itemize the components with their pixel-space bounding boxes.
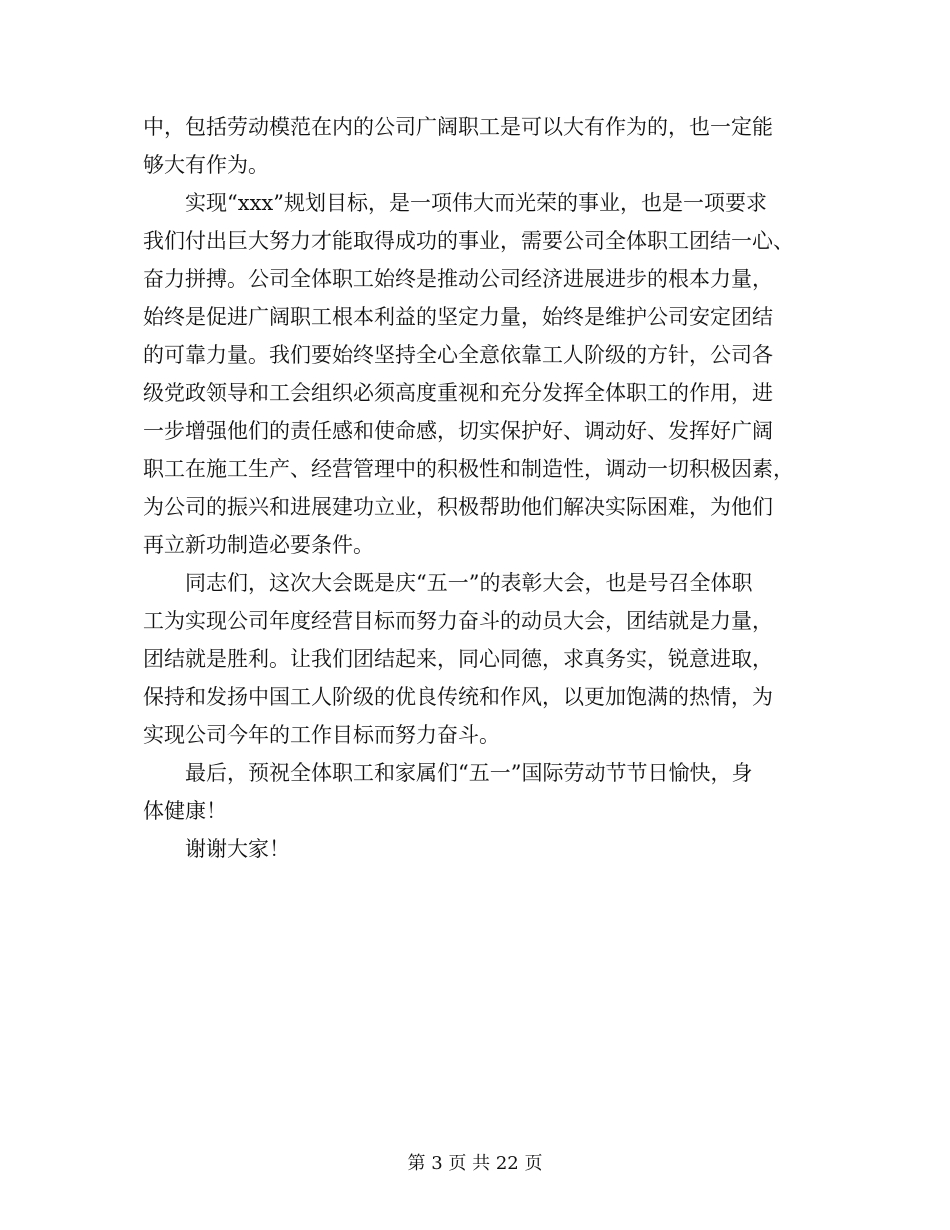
text-line: 够大有作为。 [143, 153, 269, 177]
text-line: 职工在施工生产、经营管理中的积极性和制造性，调动一切积极因素， [143, 457, 794, 481]
text-line: 实现“xxx”规划目标，是一项伟大而光荣的事业，也是一项要求 [143, 191, 767, 215]
page-footer: 第 3 页 共 22 页 [407, 1153, 543, 1174]
text-line: 中，包括劳动模范在内的公司广阔职工是可以大有作为的，也一定能 [143, 115, 773, 139]
text-line: 工为实现公司年度经营目标而努力奋斗的动员大会，团结就是力量， [143, 609, 773, 633]
text-line: 级党政领导和工会组织必须高度重视和充分发挥全体职工的作用，进 [143, 381, 773, 405]
text-line: 谢谢大家！ [143, 837, 290, 861]
text-line: 团结就是胜利。让我们团结起来，同心同德，求真务实，锐意进取， [143, 647, 773, 671]
document-body [143, 108, 823, 868]
text-line: 再立新功制造必要条件。 [143, 533, 374, 557]
text-line: 始终是促进广阔职工根本利益的坚定力量，始终是维护公司安定团结 [143, 305, 773, 329]
text-line: 一步增强他们的责任感和使命感，切实保护好、调动好、发挥好广阔 [143, 419, 773, 443]
text-line: 奋力拼搏。公司全体职工始终是推动公司经济进展进步的根本力量， [143, 267, 773, 291]
text-line: 实现公司今年的工作目标而努力奋斗。 [143, 723, 500, 747]
text-line: 同志们，这次大会既是庆“五一”的表彰大会，也是号召全体职 [143, 571, 753, 595]
text-line: 最后，预祝全体职工和家属们“五一”国际劳动节节日愉快，身 [143, 761, 753, 785]
text-line: 为公司的振兴和进展建功立业，积极帮助他们解决实际困难，为他们 [143, 495, 773, 519]
text-line: 的可靠力量。我们要始终坚持全心全意依靠工人阶级的方针，公司各 [143, 343, 773, 367]
text-line: 保持和发扬中国工人阶级的优良传统和作风，以更加饱满的热情，为 [143, 685, 773, 709]
text-line: 体健康！ [143, 799, 227, 823]
text-line: 我们付出巨大努力才能取得成功的事业，需要公司全体职工团结一心、 [143, 229, 794, 253]
